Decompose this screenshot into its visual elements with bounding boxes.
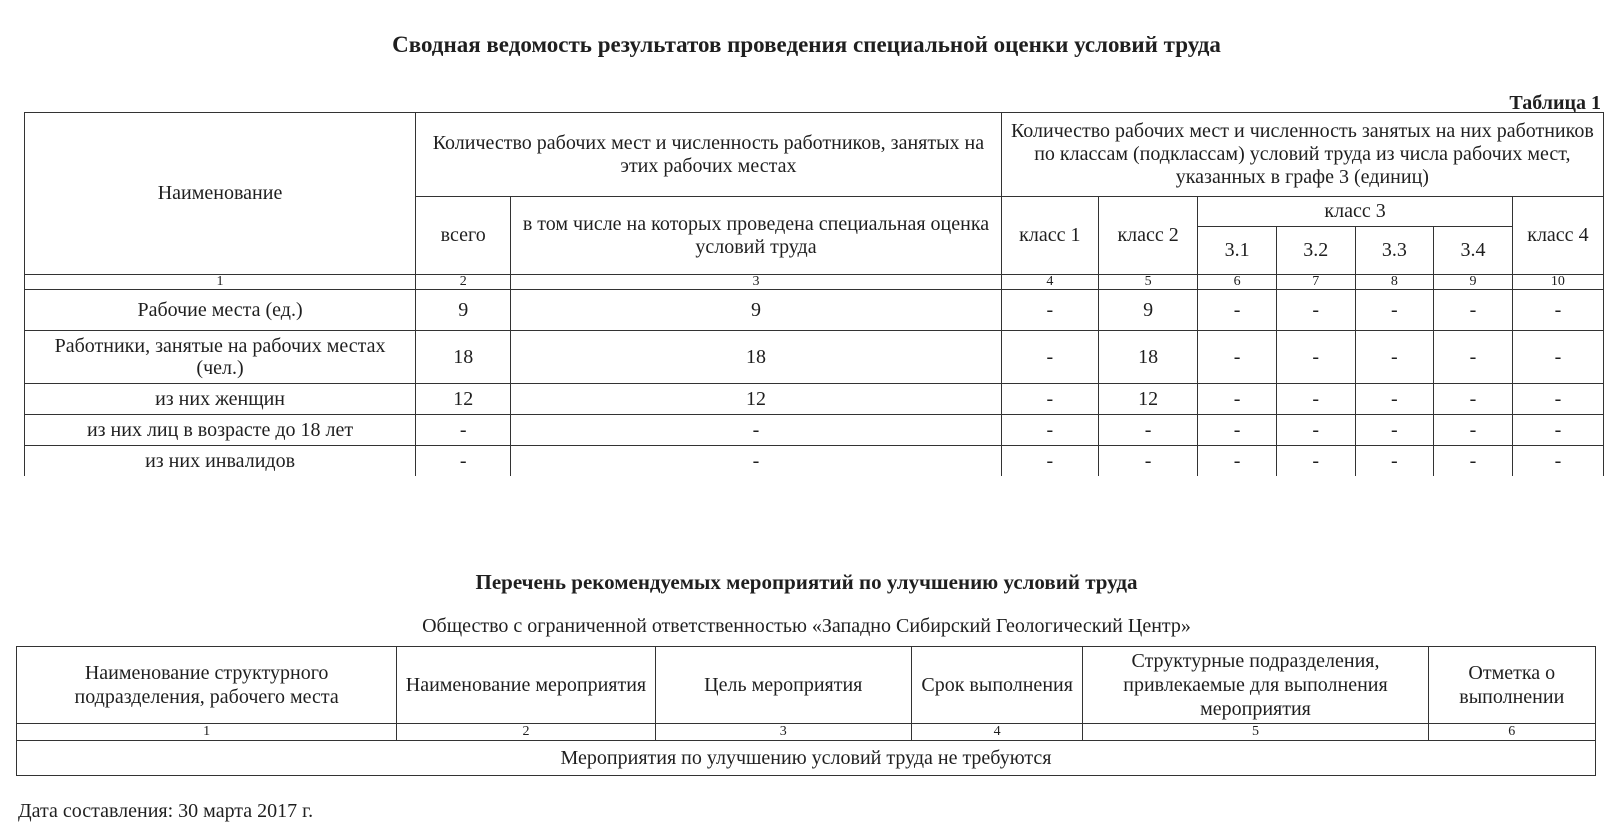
summary-table bbox=[24, 112, 1604, 476]
row-label: Работники, занятые на рабочих местах (чел.) bbox=[25, 331, 416, 384]
table-row bbox=[25, 415, 1604, 446]
row-label: из них инвалидов bbox=[25, 446, 416, 477]
table-cell: - bbox=[1355, 384, 1434, 415]
table-cell: 9 bbox=[1098, 290, 1197, 331]
table-cell: - bbox=[1001, 290, 1098, 331]
table-cell: - bbox=[1355, 446, 1434, 477]
organization-name: Общество с ограниченной ответственностью «Западно Сибирский Геологический Центр» bbox=[422, 615, 1191, 637]
table-cell: - bbox=[1198, 415, 1277, 446]
header-deadline: Срок выполнения bbox=[911, 647, 1083, 724]
column-number: 8 bbox=[1355, 275, 1434, 290]
header-sub32: 3.2 bbox=[1276, 227, 1355, 275]
column-number: 1 bbox=[17, 724, 397, 741]
table-cell: - bbox=[1434, 446, 1513, 477]
table-cell: - bbox=[416, 415, 511, 446]
header-class2: класс 2 bbox=[1098, 197, 1197, 275]
table-cell: 9 bbox=[416, 290, 511, 331]
table-cell: - bbox=[511, 415, 1001, 446]
column-number: 6 bbox=[1428, 724, 1595, 741]
header-measure: Наименование мероприятия bbox=[397, 647, 655, 724]
page-title: Сводная ведомость результатов проведения специальной оценки условий труда bbox=[392, 32, 1221, 57]
header-name: Наименование bbox=[25, 113, 416, 275]
table1-label: Таблица 1 bbox=[1509, 92, 1601, 114]
table-cell: - bbox=[1001, 415, 1098, 446]
table-cell: - bbox=[1276, 331, 1355, 384]
column-number: 7 bbox=[1276, 275, 1355, 290]
column-number: 4 bbox=[911, 724, 1083, 741]
column-number: 3 bbox=[511, 275, 1001, 290]
column-number: 10 bbox=[1512, 275, 1603, 290]
column-number: 3 bbox=[655, 724, 911, 741]
table-cell: - bbox=[416, 446, 511, 477]
table-cell: - bbox=[1355, 415, 1434, 446]
table-cell: 12 bbox=[511, 384, 1001, 415]
table-cell: - bbox=[1434, 331, 1513, 384]
table-cell: 12 bbox=[1098, 384, 1197, 415]
header-class1: класс 1 bbox=[1001, 197, 1098, 275]
table-cell: - bbox=[1512, 331, 1603, 384]
header-classes-group: Количество рабочих мест и численность занятых на них работников по классам (подклассам) условий труда из числа рабочих мест, указанных в графе 3 (единиц) bbox=[1001, 113, 1603, 197]
column-number: 2 bbox=[416, 275, 511, 290]
column-number: 2 bbox=[397, 724, 655, 741]
column-number: 5 bbox=[1098, 275, 1197, 290]
table-cell: - bbox=[511, 446, 1001, 477]
column-number: 9 bbox=[1434, 275, 1513, 290]
measures-title: Перечень рекомендуемых мероприятий по улучшению условий труда bbox=[475, 570, 1138, 594]
no-measures-message: Мероприятия по улучшению условий труда не требуются bbox=[17, 741, 1596, 776]
row-label: из них женщин bbox=[25, 384, 416, 415]
table-row bbox=[25, 331, 1604, 384]
table-cell: - bbox=[1512, 384, 1603, 415]
column-number: 4 bbox=[1001, 275, 1098, 290]
table-cell: - bbox=[1434, 415, 1513, 446]
header-completion-mark: Отметка о выполнении bbox=[1428, 647, 1595, 724]
header-involved-units: Структурные подразделения, привлекаемые для выполнения мероприятия bbox=[1083, 647, 1428, 724]
table-cell: - bbox=[1355, 290, 1434, 331]
table-cell: - bbox=[1001, 331, 1098, 384]
table-cell: - bbox=[1276, 446, 1355, 477]
table-cell: - bbox=[1001, 446, 1098, 477]
table-cell: - bbox=[1276, 384, 1355, 415]
table-cell: - bbox=[1512, 290, 1603, 331]
header-subdivision: Наименование структурного подразделения, рабочего места bbox=[17, 647, 397, 724]
table-cell: - bbox=[1512, 446, 1603, 477]
table-cell: - bbox=[1355, 331, 1434, 384]
table-cell: 9 bbox=[511, 290, 1001, 331]
table-cell: - bbox=[1198, 331, 1277, 384]
column-number: 6 bbox=[1198, 275, 1277, 290]
header-goal: Цель мероприятия bbox=[655, 647, 911, 724]
table-cell: - bbox=[1098, 415, 1197, 446]
header-class3: класс 3 bbox=[1198, 197, 1513, 227]
table-row bbox=[25, 290, 1604, 331]
table-cell: 12 bbox=[416, 384, 511, 415]
table-cell: - bbox=[1198, 446, 1277, 477]
header-assessed: в том числе на которых проведена специальная оценка условий труда bbox=[511, 197, 1001, 275]
table-cell: - bbox=[1434, 384, 1513, 415]
header-class4: класс 4 bbox=[1512, 197, 1603, 275]
header-sub34: 3.4 bbox=[1434, 227, 1513, 275]
row-label: из них лиц в возрасте до 18 лет bbox=[25, 415, 416, 446]
header-sub31: 3.1 bbox=[1198, 227, 1277, 275]
compilation-date: Дата составления: 30 марта 2017 г. bbox=[18, 800, 314, 822]
table-cell: 18 bbox=[511, 331, 1001, 384]
column-number: 5 bbox=[1083, 724, 1428, 741]
header-workplaces-group: Количество рабочих мест и численность работников, занятых на этих рабочих местах bbox=[416, 113, 1002, 197]
header-total: всего bbox=[416, 197, 511, 275]
measures-table bbox=[16, 646, 1596, 776]
table-cell: - bbox=[1276, 290, 1355, 331]
table-cell: 18 bbox=[416, 331, 511, 384]
table-cell: - bbox=[1001, 384, 1098, 415]
header-sub33: 3.3 bbox=[1355, 227, 1434, 275]
table-cell: - bbox=[1098, 446, 1197, 477]
table-cell: - bbox=[1198, 290, 1277, 331]
table-cell: - bbox=[1434, 290, 1513, 331]
table-cell: - bbox=[1512, 415, 1603, 446]
table-row bbox=[25, 446, 1604, 477]
row-label: Рабочие места (ед.) bbox=[25, 290, 416, 331]
table-cell: 18 bbox=[1098, 331, 1197, 384]
table-cell: - bbox=[1198, 384, 1277, 415]
table-cell: - bbox=[1276, 415, 1355, 446]
table-row bbox=[25, 384, 1604, 415]
column-number: 1 bbox=[25, 275, 416, 290]
